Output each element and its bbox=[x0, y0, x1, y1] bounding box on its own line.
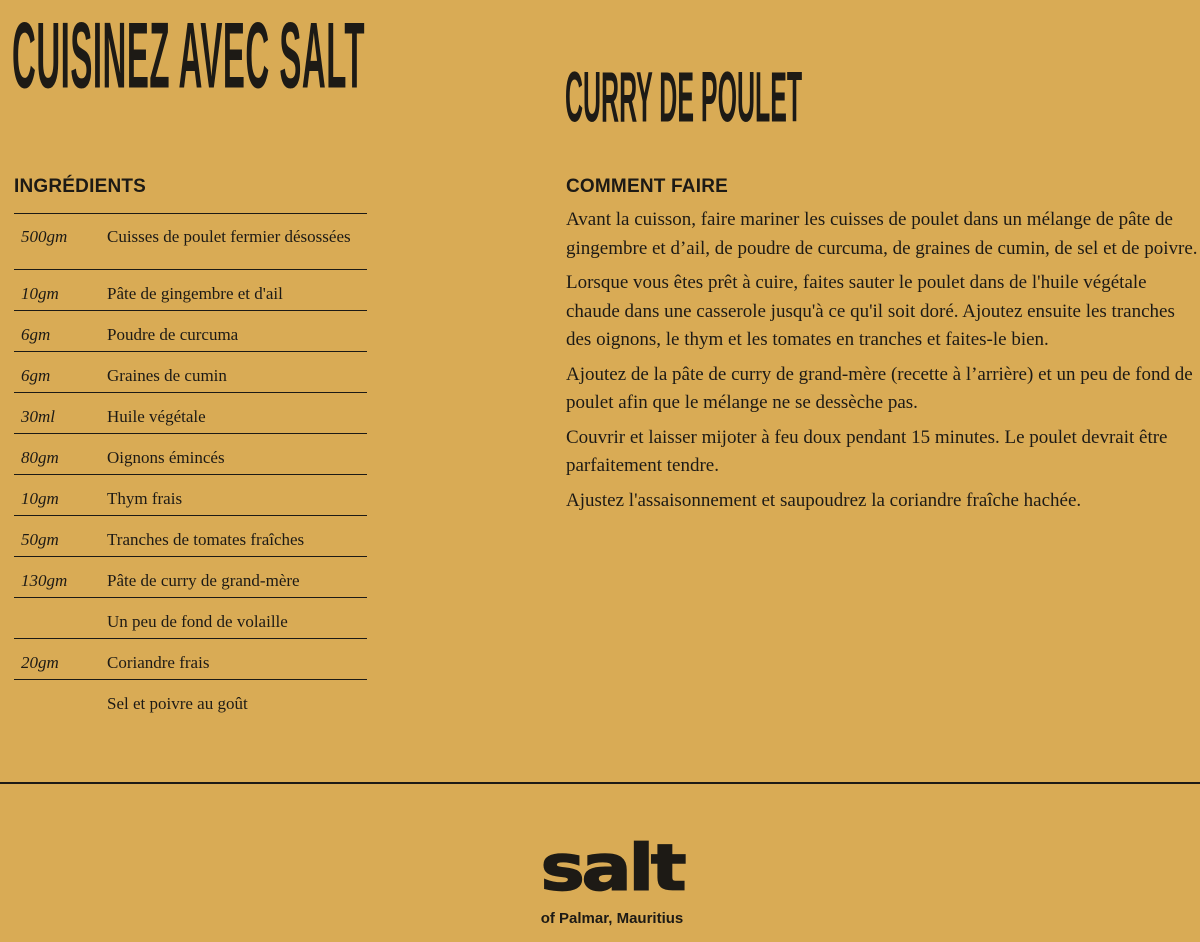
ingredient-row bbox=[14, 598, 367, 639]
method-paragraph: Ajustez l'assaisonnement et saupoudrez la coriandre fraîche hachée. bbox=[566, 489, 1082, 511]
ingredients-heading: INGRÉDIENTS bbox=[14, 176, 147, 197]
method-paragraph: Avant la cuisson, faire mariner les cuisses de poulet dans un mélange de pâte de gingembre et d’ail, de poudre de curcuma, de graines de cumin, de sel et de poivre. bbox=[566, 209, 1198, 259]
ingredient-name: Tranches de tomates fraîches bbox=[107, 530, 305, 549]
ingredient-quantity: 500gm bbox=[21, 227, 68, 246]
ingredient-quantity: 80gm bbox=[21, 448, 59, 467]
method-text bbox=[566, 206, 1198, 521]
method-paragraph: Couvrir et laisser mijoter à feu doux pendant 15 minutes. Le poulet devrait être parfaitement tendre. bbox=[566, 426, 1168, 476]
ingredient-name: Sel et poivre au goût bbox=[107, 694, 248, 713]
ingredient-row bbox=[14, 639, 367, 680]
ingredient-quantity: 6gm bbox=[21, 366, 51, 385]
ingredient-row bbox=[14, 557, 367, 598]
ingredient-row bbox=[14, 434, 367, 475]
method-heading: COMMENT FAIRE bbox=[566, 176, 728, 197]
footer-divider bbox=[0, 782, 1200, 784]
ingredient-quantity: 130gm bbox=[21, 571, 68, 590]
method-paragraph: Ajoutez de la pâte de curry de grand-mère (recette à l’arrière) et un peu de fond de poulet afin que le mélange ne se dessèche pas. bbox=[566, 363, 1193, 413]
ingredient-quantity: 6gm bbox=[21, 325, 51, 344]
logo-wordmark: salt bbox=[540, 831, 684, 905]
ingredient-name: Cuisses de poulet fermier désossées bbox=[107, 227, 351, 246]
ingredient-quantity: 10gm bbox=[21, 489, 59, 508]
recipe-title: CURRY DE POULET bbox=[565, 59, 803, 139]
ingredient-name: Graines de cumin bbox=[107, 366, 227, 385]
salt-logo bbox=[506, 831, 718, 927]
ingredient-name: Thym frais bbox=[107, 489, 183, 508]
ingredient-quantity: 50gm bbox=[21, 530, 59, 549]
ingredient-name: Coriandre frais bbox=[107, 653, 210, 672]
ingredient-row bbox=[14, 311, 367, 352]
ingredient-row bbox=[14, 680, 367, 721]
ingredient-row bbox=[14, 352, 367, 393]
ingredient-row bbox=[14, 393, 367, 434]
ingredient-name: Oignons émincés bbox=[107, 448, 225, 467]
ingredient-name: Huile végétale bbox=[107, 407, 206, 426]
method-paragraph: Lorsque vous êtes prêt à cuire, faites sauter le poulet dans de l'huile végétale chaude dans une casserole jusqu'à ce qu'il soit doré. Ajoutez ensuite les tranches des oignons, le thym et les tomates en tranches et faites-le bien. bbox=[566, 272, 1175, 350]
ingredient-name: Poudre de curcuma bbox=[107, 325, 239, 344]
brand-title: CUISINEZ AVEC SALT bbox=[12, 2, 366, 108]
ingredient-quantity: 10gm bbox=[21, 284, 59, 303]
ingredient-quantity: 20gm bbox=[21, 653, 59, 672]
ingredient-row bbox=[14, 516, 367, 557]
ingredient-row bbox=[14, 270, 367, 311]
ingredient-quantity: 30ml bbox=[21, 407, 55, 426]
ingredient-row bbox=[14, 475, 367, 516]
ingredient-name: Pâte de gingembre et d'ail bbox=[107, 284, 283, 303]
ingredient-row bbox=[14, 214, 367, 270]
logo-tagline: of Palmar, Mauritius bbox=[540, 910, 684, 927]
ingredients-table bbox=[14, 213, 367, 721]
ingredient-name: Un peu de fond de volaille bbox=[107, 612, 288, 631]
ingredient-name: Pâte de curry de grand-mère bbox=[107, 571, 300, 590]
